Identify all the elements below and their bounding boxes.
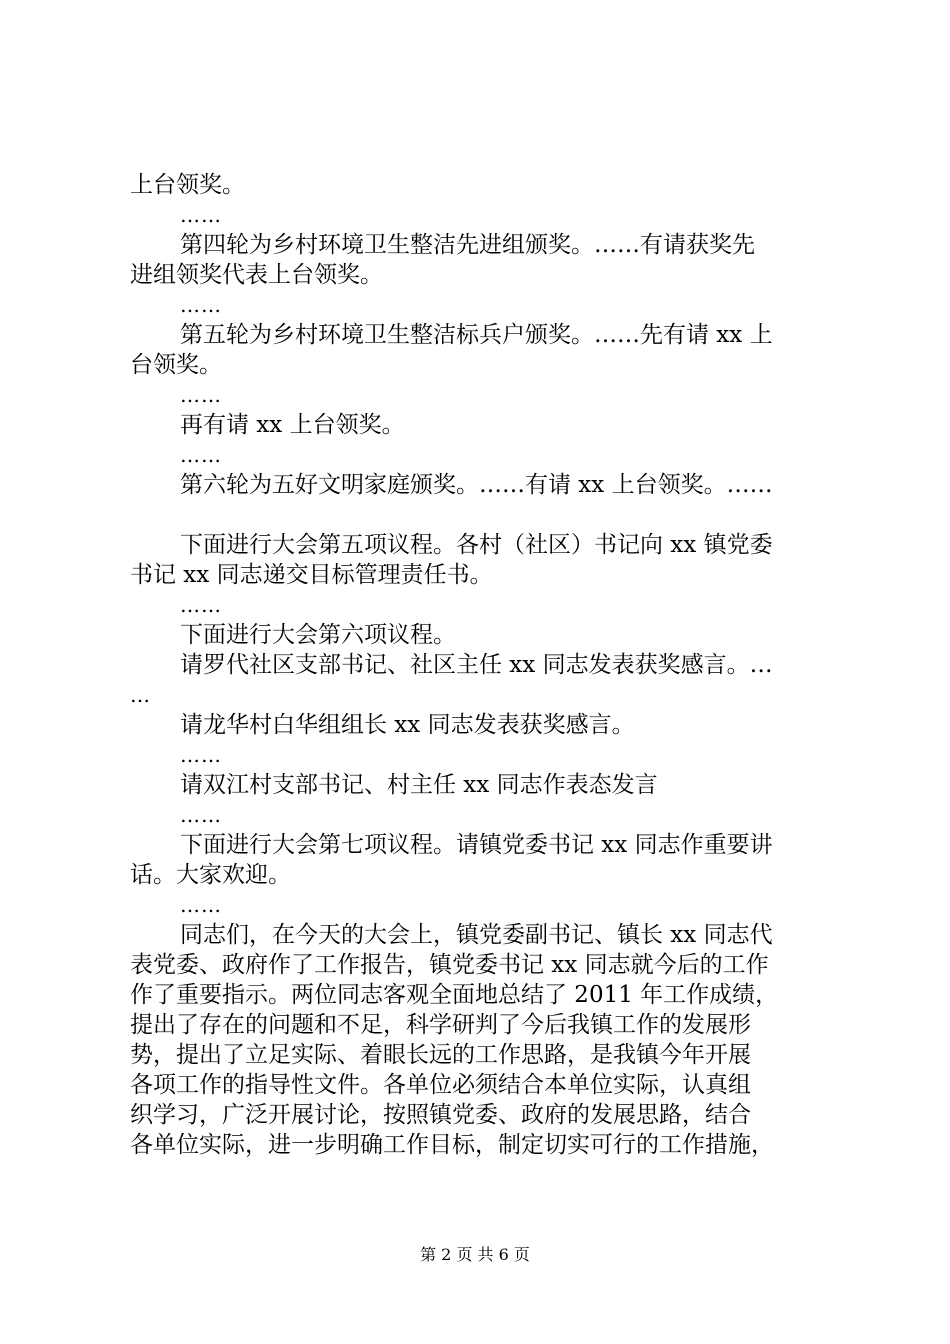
ellipsis-line: …… <box>180 593 222 617</box>
ellipsis-line: …… <box>180 383 222 407</box>
text-line: 上台领奖。 <box>130 172 245 198</box>
text-line: 下面进行大会第七项议程。请镇党委书记 xx 同志作重要讲 <box>180 832 773 858</box>
ellipsis-line: … <box>130 683 151 707</box>
ellipsis-line: …… <box>180 443 222 467</box>
text-line: 进组领奖代表上台领奖。 <box>130 262 383 288</box>
text-line: 作了重要指示。两位同志客观全面地总结了 2011 年工作成绩， <box>130 982 779 1008</box>
ellipsis-line: …… <box>180 893 222 917</box>
text-line: 同志们，在今天的大会上，镇党委副书记、镇长 xx 同志代 <box>180 922 773 948</box>
document-body <box>130 170 830 1160</box>
text-line: 请双江村支部书记、村主任 xx 同志作表态发言 <box>180 772 658 798</box>
text-line: 请罗代社区支部书记、社区主任 xx 同志发表获奖感言。… <box>180 652 773 678</box>
ellipsis-line: …… <box>180 203 222 227</box>
blank-line <box>130 500 830 530</box>
text-line: 书记 xx 同志递交目标管理责任书。 <box>130 562 493 588</box>
text-line: 织学习，广泛开展讨论，按照镇党委、政府的发展思路，结合 <box>130 1102 751 1128</box>
text-line: 表党委、政府作了工作报告，镇党委书记 xx 同志就今后的工作 <box>130 952 769 978</box>
text-line: 话。大家欢迎。 <box>130 862 291 888</box>
text-line: 提出了存在的问题和不足，科学研判了今后我镇工作的发展形 <box>130 1012 751 1038</box>
text-line: 再有请 xx 上台领奖。 <box>180 412 405 438</box>
text-line: 第五轮为乡村环境卫生整洁标兵户颁奖。……先有请 xx 上 <box>180 322 773 348</box>
text-line: 请龙华村白华组组长 xx 同志发表获奖感言。 <box>180 712 635 738</box>
text-line: 第六轮为五好文明家庭颁奖。……有请 xx 上台领奖。…… <box>180 472 773 498</box>
text-line: 各项工作的指导性文件。各单位必须结合本单位实际，认真组 <box>130 1072 751 1098</box>
ellipsis-line: …… <box>180 803 222 827</box>
text-line: 势，提出了立足实际、着眼长远的工作思路，是我镇今年开展 <box>130 1042 751 1068</box>
text-line: 台领奖。 <box>130 352 222 378</box>
ellipsis-line: …… <box>180 743 222 767</box>
text-line: 下面进行大会第五项议程。各村（社区）书记向 xx 镇党委 <box>180 532 773 558</box>
page-number-footer: 第 2 页 共 6 页 <box>420 1245 530 1264</box>
ellipsis-line: …… <box>180 293 222 317</box>
text-line: 下面进行大会第六项议程。 <box>180 622 456 648</box>
text-line: 第四轮为乡村环境卫生整洁先进组颁奖。……有请获奖先 <box>180 232 755 258</box>
text-line: 各单位实际，进一步明确工作目标，制定切实可行的工作措施， <box>130 1132 774 1158</box>
